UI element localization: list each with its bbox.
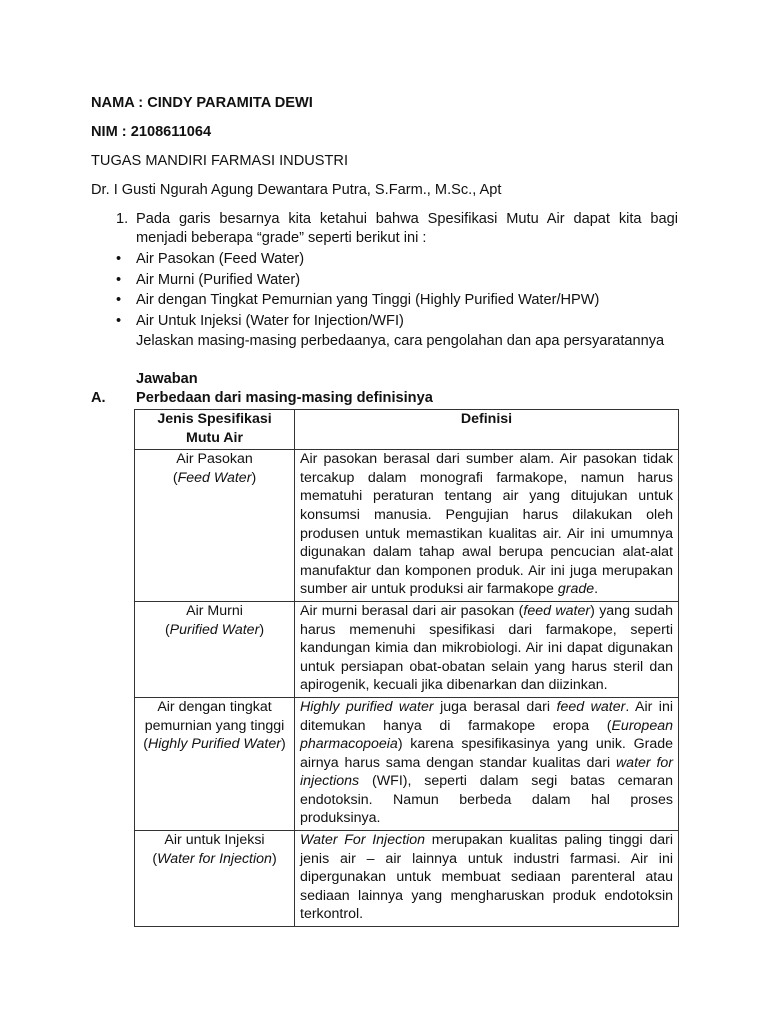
table-row [135,697,679,830]
table-row [135,450,679,602]
jenis-cell: Air dengan tingkat pemurnian yang tinggi (Highly Purified Water) [135,697,295,830]
definisi-cell: Air pasokan berasal dari sumber alam. Air pasokan tidak tercakup dalam monografi farmakope, namun harus mematuhi peraturan tentang air yang ditujukan untuk konsumsi manusia. Pengujian harus dilakukan oleh produsen untuk memastikan kualitas air. Air ini umumnya digunakan dalam tahap awal berupa pencucian alat-alat manufaktur dan komponen produk. Air ini juga merupakan sumber air untuk produksi air farmakope grade. [295,450,679,602]
table-header-row [135,410,679,450]
assignment-title: TUGAS MANDIRI FARMASI INDUSTRI [91,153,349,169]
student-nim: NIM : 2108611064 [91,124,212,140]
grade-item-purified-water: Air Murni (Purified Water) [136,272,301,288]
definition-table [134,409,679,927]
question-number: 1. [116,211,129,227]
jenis-english-name: Feed Water [177,469,252,486]
definisi-cell: Air murni berasal dari air pasokan (feed water) yang sudah harus memenuhi spesifikasi dari farmakope, seperti kandungan kimia dan mikrobiologi. Air ini dapat digunakan untuk persiapan obat-obatan selain yang harus steril dan apirogenik, kecuali jika dibenarkan dan diizinkan. [295,601,679,697]
jenis-name: Air Pasokan [176,451,253,468]
jenis-cell: Air untuk Injeksi (Water for Injection) [135,831,295,927]
jenis-name: Air untuk Injeksi [164,832,265,849]
table-body [135,450,679,927]
section-title: Perbedaan dari masing-masing definisinya [136,390,433,406]
lecturer-name: Dr. I Gusti Ngurah Agung Dewantara Putra, S.Farm., M.Sc., Apt [91,182,502,198]
question-text: Pada garis besarnya kita ketahui bahwa Spesifikasi Mutu Air dapat kita bagi menjadi beberapa “grade” seperti berikut ini : [136,211,678,246]
jenis-cell: Air Pasokan (Feed Water) [135,450,295,602]
grade-item-wfi: Air Untuk Injeksi (Water for Injection/WFI) [136,313,404,329]
jenis-name: Air Murni [186,602,243,619]
jenis-name: Air dengan tingkat pemurnian yang tinggi [144,698,285,734]
table-row [135,831,679,927]
grade-item-hpw: Air dengan Tingkat Pemurnian yang Tinggi (Highly Purified Water/HPW) [136,292,600,308]
answer-label: Jawaban [136,371,198,387]
header-jenis: Jenis Spesifikasi Mutu Air [135,410,295,450]
grade-item-feed-water: Air Pasokan (Feed Water) [136,251,305,267]
jenis-english-name: Purified Water [169,621,260,638]
student-name: NAMA : CINDY PARAMITA DEWI [91,95,313,111]
header-definisi: Definisi [295,410,679,450]
jenis-cell: Air Murni (Purified Water) [135,601,295,697]
section-letter: A. [91,390,106,406]
instruction-text: Jelaskan masing-masing perbedaanya, cara pengolahan dan apa persyaratannya [136,333,665,349]
definisi-cell: Highly purified water juga berasal dari feed water. Air ini ditemukan hanya di farmakope eropa (European pharmacopoeia) karena spesifikasinya yang unik. Grade airnya harus sama dengan standar kualitas dari water for injections (WFI), seperti dalam segi batas cemaran endotoksin. Namun berbeda dalam hal proses produksinya. [295,697,679,830]
jenis-english-name: Highly Purified Water [148,736,281,753]
jenis-english-name: Water for Injection [157,850,272,867]
definisi-cell: Water For Injection merupakan kualitas paling tinggi dari jenis air – air lainnya untuk industri farmasi. Air ini dipergunakan untuk membuat sediaan parenteral atau sediaan lainnya yang mengharuskan produk endotoksin terkontrol. [295,831,679,927]
table-row [135,601,679,697]
